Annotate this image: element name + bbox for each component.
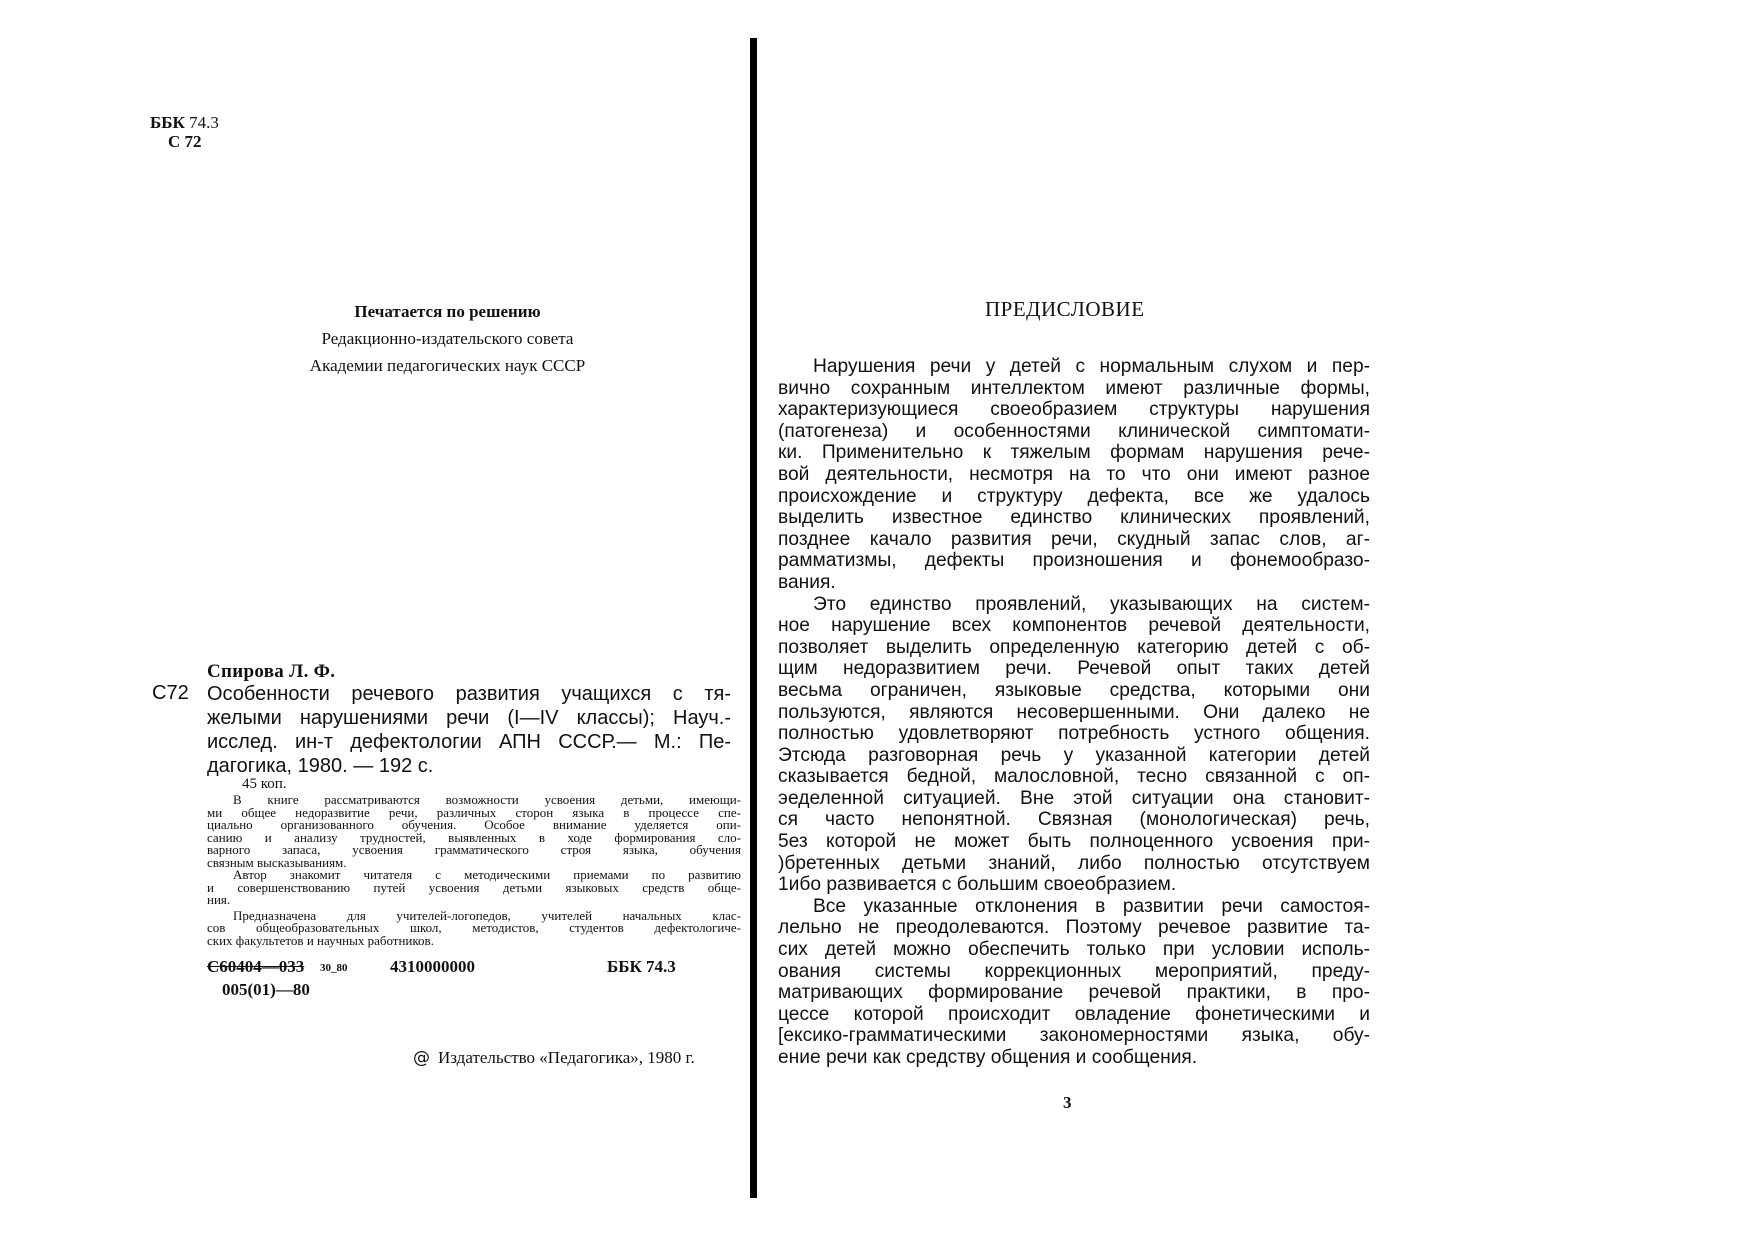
annotation-line: санию и анализу трудностей, выявленных в ходе формирования сло-: [207, 829, 741, 845]
author-name: Спирова Л. Ф.: [207, 661, 336, 682]
annotation-line: сов общеобразовательных школ, методистов, студентов дефектологиче-: [207, 920, 741, 935]
preface-line: ования системы коррекционных мероприятий, преду-: [778, 960, 1370, 982]
preface-line: пользуются, являются несовершенными. Они далеко не: [778, 701, 1370, 723]
preface-line: весьма ограничен, языковые средства, которыми они: [778, 679, 1370, 701]
copyright-symbol: @: [413, 1048, 430, 1068]
annotation-line: ния.: [207, 892, 231, 907]
bibliographic-description: [207, 682, 731, 778]
preface-line: Все указанные отклонения в развитии речи самостоя-: [813, 895, 1370, 917]
preface-line: Это единство проявлений, указывающих на систем-: [813, 593, 1370, 615]
preface-line: эеделенной ситуацией. Вне этой ситуации она становит-: [778, 787, 1370, 809]
preface-line: Нарушения речи у детей с нормальным слухом и пер-: [813, 356, 1370, 377]
annotation-line: ских факультетов и научных работников.: [207, 932, 434, 948]
preface-line: характеризующиеся своеобразием структуры нарушения: [778, 399, 1370, 421]
annotation-line: В книге рассматриваются возможности усвоения детьми, имеющи-: [233, 792, 741, 807]
annotation-line: Предназначена для учителей-логопедов, учителей начальных клас-: [233, 907, 741, 923]
index-code: С72: [152, 682, 189, 704]
page-number: 3: [1063, 1093, 1072, 1112]
imprint-code-a: С60404—033: [207, 957, 305, 976]
preface-line: вично сохранным интеллектом имеют различные формы,: [778, 377, 1370, 399]
biblio-line: желыми нарушениями речи (I—IV классы); Науч.-: [207, 707, 731, 729]
copyright-line: [413, 1048, 695, 1068]
annotation-line: и совершенствованию путей усвоения детьми языковых средств обще-: [207, 879, 741, 895]
preface-line: вания.: [778, 571, 836, 593]
preface-line: лельно не преодолеваются. Поэтому речевое развитие та-: [778, 917, 1370, 939]
preface-line: сих детей можно обеспечить только при условии исполь-: [778, 939, 1370, 961]
preface-line: цессе которой происходит овладение фонетическими и: [778, 1003, 1370, 1025]
annotation-paragraph: [207, 794, 741, 869]
annotation-line: связным высказываниям.: [207, 854, 347, 870]
preface-line: [ексико-грамматическими закономерностями языка, обу-: [778, 1025, 1370, 1047]
annotation-line: ми общее недоразвитие речи, различных сторон языка в процессе спе-: [207, 804, 741, 820]
price: 45 коп.: [242, 776, 287, 792]
catalog-code: С 72: [168, 132, 202, 151]
bbk-number: 74.3: [189, 113, 219, 132]
imprint-code-d: 005(01)—80: [222, 980, 310, 999]
biblio-line: Особенности речевого развития учащихся с тя-: [207, 683, 731, 705]
imprint-code-b: 4310000000: [390, 957, 475, 976]
biblio-line: исслед. ин-т дефектологии АПН СССР.— М.: Пе-: [207, 731, 731, 753]
preface-line: позднее качало развития речи, скудный запас слов, аг-: [778, 528, 1370, 550]
approval-line-3: Академии педагогических наук СССР: [309, 356, 586, 375]
imprint-code-a-sub: 30_80: [320, 962, 348, 974]
preface-line: 5ез которой не может быть полноценного усвоения при-: [778, 831, 1370, 853]
preface-line: матривающих формирование речевой практики, в про-: [778, 982, 1370, 1004]
preface-line: полностью удовлетворяют потребность устного общения.: [778, 723, 1370, 745]
annotation-line: Автор знакомит читателя с методическими приемами по развитию: [233, 867, 741, 882]
preface-line: щим недоразвитием речи. Речевой опыт таких детей: [778, 658, 1370, 680]
preface-line: выделить известное единство клинических проявлений,: [778, 507, 1370, 529]
annotation-paragraph: [207, 869, 741, 907]
preface-line: рамматизмы, дефекты произношения и фонемообразо-: [778, 550, 1370, 572]
preface-line: Этсюда разговорная речь у указанной категории детей: [778, 744, 1370, 766]
bbk-label: ББК: [150, 113, 185, 132]
preface-title: ПРЕДИСЛОВИЕ: [985, 297, 1145, 321]
approval-line-1: Печатается по решению: [354, 302, 541, 321]
annotation-paragraph: [207, 907, 741, 948]
annotation: [207, 794, 741, 947]
annotation-line: циально организованного обучения. Особое внимание уделяется опи-: [207, 817, 741, 832]
preface-line: ся часто непонятной. Связная (монологическая) речь,: [778, 809, 1370, 831]
page-divider: [750, 38, 757, 1198]
preface-line: вой деятельности, несмотря на то что они имеют разное: [778, 463, 1370, 485]
preface-line: )бретенных детьми знаний, либо полностью отсутствуем: [778, 852, 1370, 874]
preface-line: сказывается бедной, малословной, тесно связанной с оп-: [778, 766, 1370, 788]
annotation-line: варного запаса, усвоения грамматического строя языка, обучения: [207, 842, 741, 857]
preface-line: (патогенеза) и особенностями клинической симптомати-: [778, 420, 1370, 442]
preface-line: ное нарушение всех компонентов речевой деятельности,: [778, 615, 1370, 637]
publication-approval: [250, 298, 645, 379]
imprint-code-c: ББК 74.3: [607, 957, 676, 976]
preface-line: 1ибо развивается с большим своеобразием.: [778, 874, 1177, 896]
biblio-line: дагогика, 1980. — 192 с.: [207, 755, 434, 777]
approval-line-2: Редакционно-издательского совета: [321, 329, 574, 348]
preface-line: позволяет выделить определенную категорию детей с об-: [778, 636, 1370, 658]
preface-body: [778, 356, 1370, 1069]
preface-line: происхождение и структуру дефекта, все же удалось: [778, 485, 1370, 507]
preface-line: ение речи как средству общения и сообщения.: [778, 1047, 1198, 1068]
copyright-text: Издательство «Педагогика», 1980 г.: [438, 1048, 695, 1067]
library-classification: [150, 113, 219, 151]
preface-line: ки. Применительно к тяжелым формам нарушения рече-: [778, 442, 1370, 464]
